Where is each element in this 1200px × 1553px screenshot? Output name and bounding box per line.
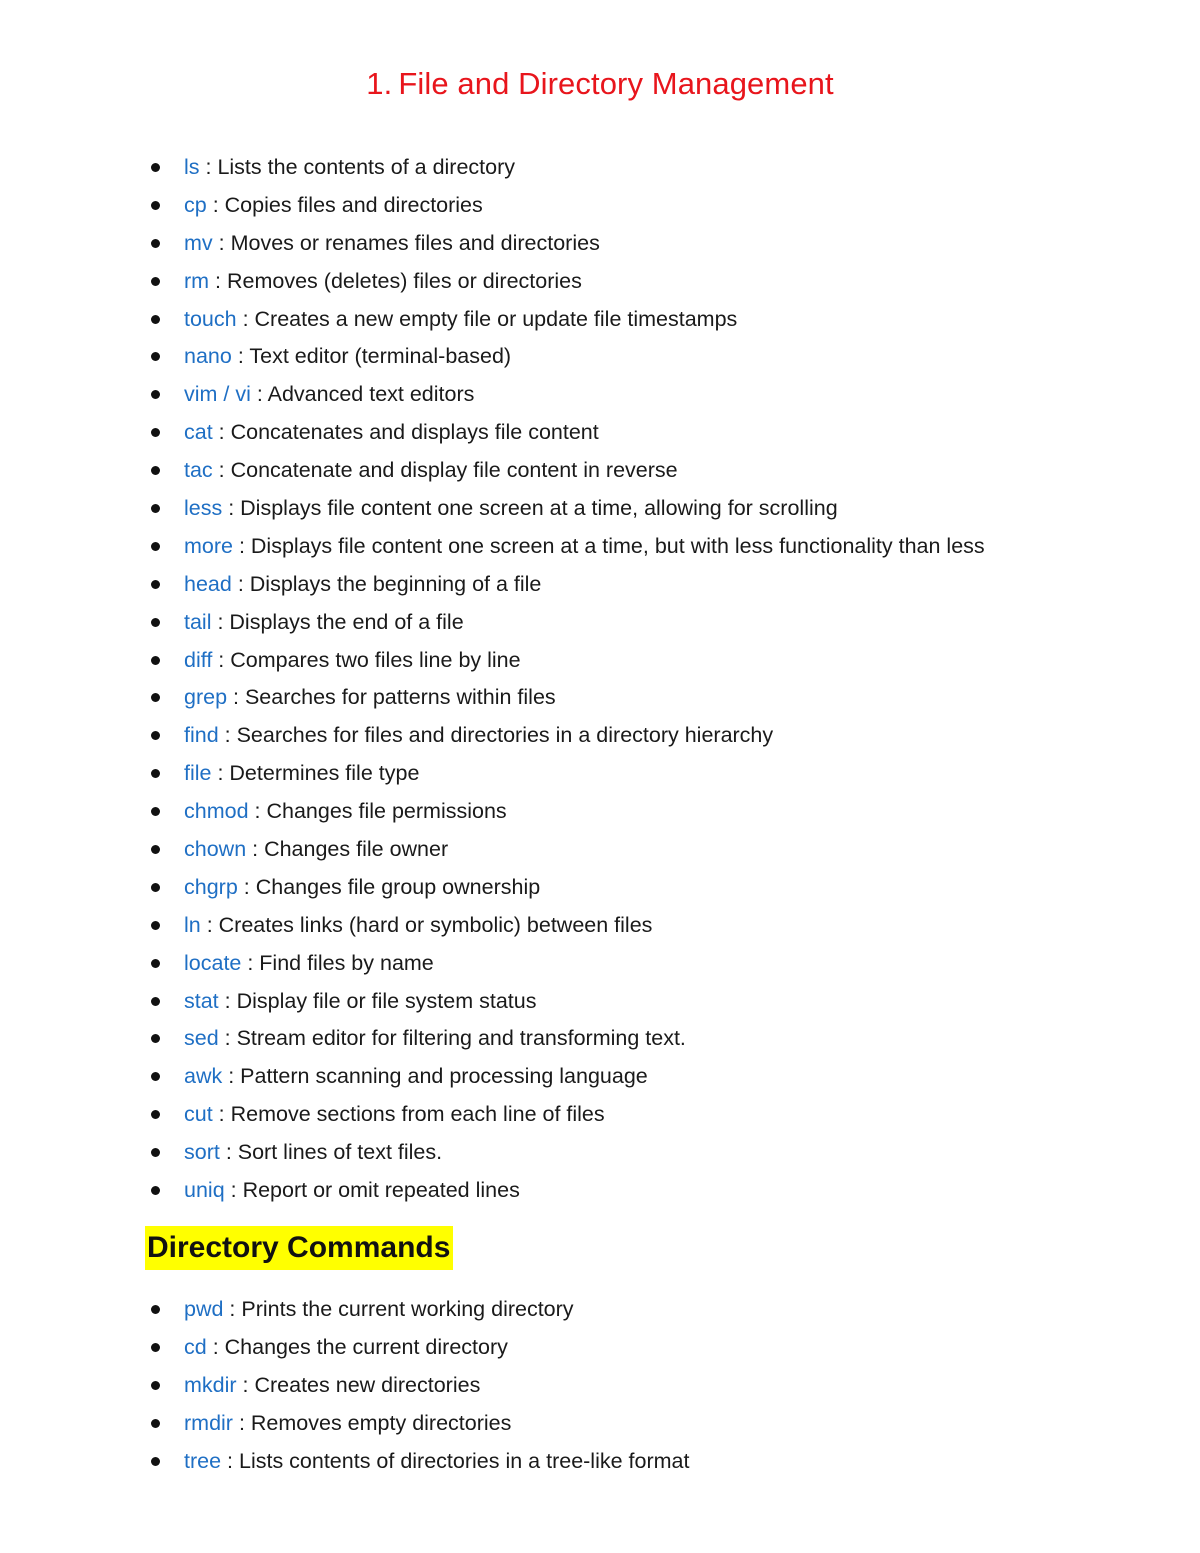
command-name: find [184,723,219,748]
list-item [0,451,1200,489]
bullet-icon [151,390,160,399]
bullet-icon [151,580,160,589]
list-item-text [184,1366,480,1404]
command-description: : Copies files and directories [206,192,483,217]
command-description: : Changes file owner [246,837,449,862]
bullet-icon [151,277,160,286]
list-item-text [184,906,652,944]
list-item [0,1057,1200,1095]
command-description: : Lists contents of directories in a tree-like format [221,1448,690,1473]
command-name: grep [184,685,228,710]
command-name: chmod [184,799,249,824]
command-name: rmdir [184,1410,233,1435]
list-item-text [184,678,556,716]
list-item [0,754,1200,792]
command-description: : Displays file content one screen at a time, allowing for scrolling [222,496,838,521]
list-item [0,1133,1200,1171]
bullet-icon [151,1110,160,1119]
bullet-icon [151,656,160,665]
list-item [0,906,1200,944]
command-name: cp [184,192,207,217]
command-description: : Stream editor for filtering and transforming text. [218,1026,686,1051]
list-item-text [184,489,838,527]
list-item-text [184,868,540,906]
page-title [0,66,1200,102]
section-heading-directory-commands: Directory Commands [145,1226,453,1270]
bullet-icon [151,618,160,627]
list-item [0,224,1200,262]
list-item-text [184,1095,605,1133]
list-item-text [184,413,599,451]
command-name: chgrp [184,874,238,899]
command-description: : Displays file content one screen at a time, but with less functionality than less [232,533,985,558]
command-description: : Sort lines of text files. [219,1140,443,1165]
command-description: : Removes empty directories [232,1410,512,1435]
list-item-text [184,1442,689,1480]
command-name: mv [184,230,213,255]
command-name: diff [184,647,213,672]
command-name: nano [184,344,232,369]
command-description: : Changes the current directory [206,1334,508,1359]
command-name: touch [184,306,237,331]
list-item [0,603,1200,641]
list-item [0,337,1200,375]
bullet-icon [151,504,160,513]
command-name: cd [184,1334,207,1359]
list-item [0,792,1200,830]
command-name: mkdir [184,1372,237,1397]
list-item-text [184,641,521,679]
list-item-text [184,337,511,375]
bullet-icon [151,921,160,930]
command-description: : Creates links (hard or symbolic) between files [200,912,653,937]
command-name: cut [184,1102,213,1127]
list-item [0,1404,1200,1442]
list-item [0,716,1200,754]
command-description: : Report or omit repeated lines [224,1178,520,1203]
command-name: more [184,533,233,558]
directory-command-list [0,1290,1200,1479]
list-item-text [184,1290,574,1328]
command-description: : Advanced text editors [250,382,475,407]
command-description: : Pattern scanning and processing language [222,1064,648,1089]
bullet-icon [151,807,160,816]
command-name: ls [184,155,200,179]
command-description: : Displays the beginning of a file [231,571,542,596]
list-item [0,982,1200,1020]
command-name: sed [184,1026,219,1051]
command-name: pwd [184,1297,224,1321]
list-item-text [184,527,985,565]
bullet-icon [151,239,160,248]
command-name: awk [184,1064,223,1089]
command-description: : Creates new directories [236,1372,481,1397]
command-description: : Concatenate and display file content in reverse [212,458,678,483]
list-item-text [184,830,448,868]
command-name: tail [184,609,212,634]
bullet-icon [151,1305,160,1314]
command-description: : Changes file permissions [248,799,507,824]
command-description: : Concatenates and displays file content [212,420,599,445]
list-item-text [184,565,541,603]
list-item-text [184,754,419,792]
list-item-text [184,1171,520,1209]
bullet-icon [151,1343,160,1352]
list-item-text [184,300,737,338]
bullet-icon [151,731,160,740]
list-item [0,868,1200,906]
command-name: less [184,496,223,521]
command-name: uniq [184,1178,225,1203]
command-name: stat [184,988,219,1013]
list-item-text [184,982,536,1020]
command-name: tac [184,458,213,483]
command-name: head [184,571,232,596]
command-description: : Creates a new empty file or update file timestamps [236,306,738,331]
list-item-text [184,148,515,186]
bullet-icon [151,959,160,968]
bullet-icon [151,1381,160,1390]
list-item-text [184,716,773,754]
list-item [0,641,1200,679]
list-item [0,1019,1200,1057]
list-item [0,1290,1200,1328]
list-item [0,944,1200,982]
list-item-text [184,186,483,224]
bullet-icon [151,1034,160,1043]
command-description: : Find files by name [241,950,434,975]
bullet-icon [151,163,160,172]
list-item-text [184,1133,442,1171]
bullet-icon [151,883,160,892]
command-description: : Compares two files line by line [212,647,521,672]
command-description: : Remove sections from each line of files [212,1102,605,1127]
list-item-text [184,603,464,641]
command-name: tree [184,1448,222,1473]
title-number: 1. [366,66,393,101]
list-item-text [184,451,678,489]
list-item-text [184,1404,511,1442]
title-text: File and Directory Management [398,66,834,101]
command-description: : Changes file group ownership [237,874,541,899]
list-item [0,565,1200,603]
bullet-icon [151,997,160,1006]
list-item [0,375,1200,413]
bullet-icon [151,1457,160,1466]
command-description: : Displays the end of a file [211,609,464,634]
command-name: rm [184,268,210,293]
command-description: : Searches for patterns within files [227,685,556,710]
list-item [0,1442,1200,1480]
list-item [0,262,1200,300]
command-name: chown [184,837,247,862]
bullet-icon [151,542,160,551]
bullet-icon [151,352,160,361]
list-item-text [184,1328,508,1366]
command-description: : Text editor (terminal-based) [231,344,512,369]
list-item [0,300,1200,338]
list-item [0,1366,1200,1404]
list-item-text [184,1019,686,1057]
command-description: : Lists the contents of a directory [199,155,516,179]
command-description: : Moves or renames files and directories [212,230,600,255]
bullet-icon [151,769,160,778]
bullet-icon [151,201,160,210]
bullet-icon [151,466,160,475]
list-item [0,489,1200,527]
list-item [0,413,1200,451]
bullet-icon [151,1072,160,1081]
list-item [0,527,1200,565]
command-description: : Searches for files and directories in a directory hierarchy [218,723,774,748]
list-item-text [184,944,434,982]
list-item [0,1328,1200,1366]
list-item-text [184,792,507,830]
command-description: : Removes (deletes) files or directories [209,268,582,293]
list-item [0,830,1200,868]
command-name: vim / vi [184,382,251,407]
list-item [0,678,1200,716]
bullet-icon [151,315,160,324]
command-name: locate [184,950,242,975]
command-name: cat [184,420,213,445]
bullet-icon [151,1419,160,1428]
list-item-text [184,375,474,413]
command-name: ln [184,912,201,937]
list-item-text [184,262,582,300]
list-item [0,186,1200,224]
list-item [0,1171,1200,1209]
bullet-icon [151,1148,160,1157]
list-item [0,148,1200,186]
command-description: : Prints the current working directory [223,1297,574,1321]
bullet-icon [151,845,160,854]
list-item-text [184,1057,648,1095]
list-item-text [184,224,600,262]
bullet-icon [151,1186,160,1195]
command-name: file [184,761,212,786]
command-description: : Display file or file system status [218,988,537,1013]
command-description: : Determines file type [211,761,420,786]
list-item [0,1095,1200,1133]
bullet-icon [151,428,160,437]
file-command-list [0,148,1200,1209]
bullet-icon [151,693,160,702]
command-name: sort [184,1140,220,1165]
